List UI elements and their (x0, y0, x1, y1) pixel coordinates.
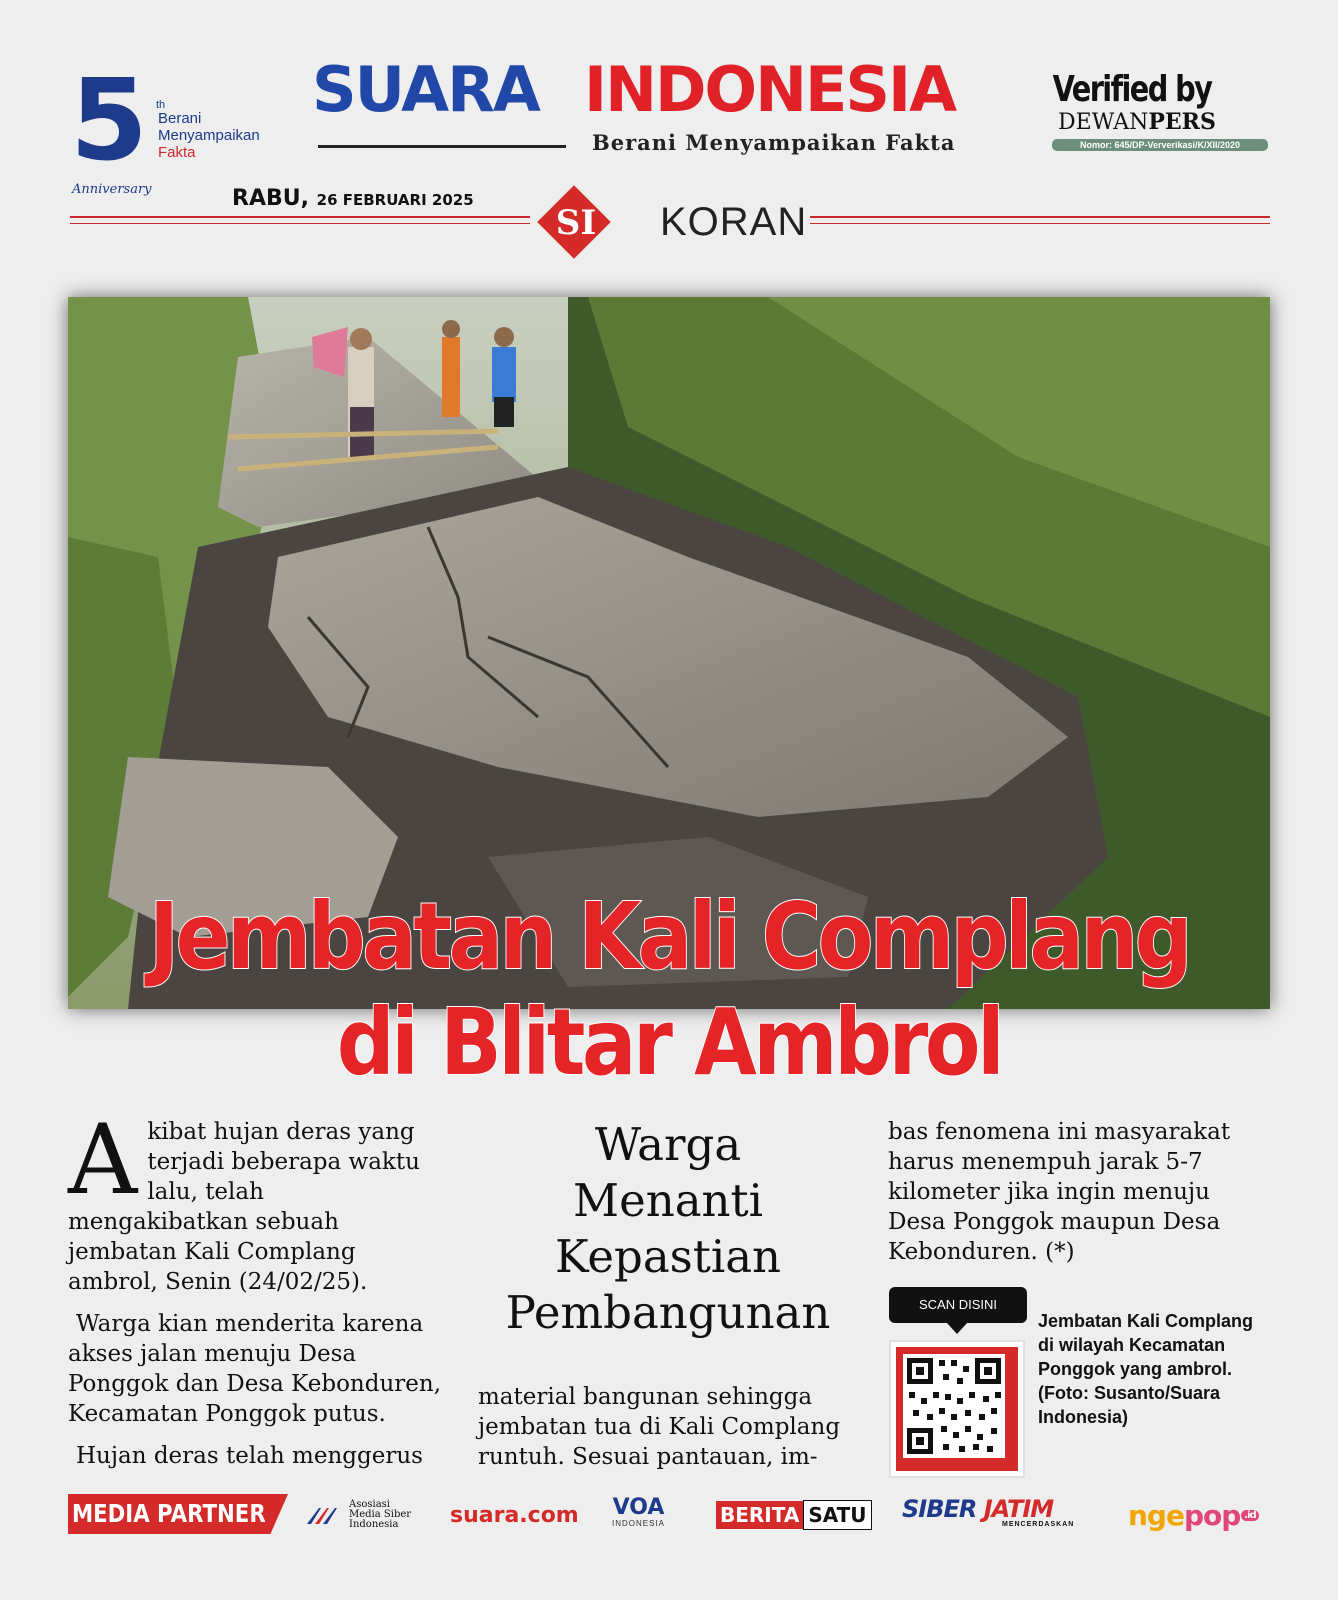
anniversary-tagline-2: Menyampaikan (158, 127, 260, 144)
article-paragraph-4: material bangunan sehingga jembatan tua di Kali Complang runtuh. Sesuai pantauan, im- (478, 1384, 841, 1470)
beritasatu-part-1: BERITA (716, 1501, 803, 1529)
rule-right-thin (810, 223, 1270, 224)
amsi-line-3: Indonesia (349, 1519, 399, 1530)
voa-mark: VOA (612, 1495, 665, 1520)
section-name: KORAN (660, 200, 808, 244)
rule-right (810, 216, 1270, 218)
ngepop-part-1: nge (1128, 1498, 1184, 1532)
anniversary-tagline-1: Berani (158, 110, 202, 127)
si-badge: SI (555, 203, 597, 243)
voa-sub: INDONESIA (612, 1519, 666, 1528)
amsi-line-2: Media Siber (349, 1509, 412, 1520)
headline-line-1: Jembatan Kali Complang (148, 883, 1190, 990)
article-column-2 (478, 1382, 858, 1484)
pull-quote-line-1: Warga (594, 1118, 742, 1171)
verified-number: Nomor: 645/DP-Ververikasi/K/XII/2020 (1052, 139, 1268, 151)
edition-full-date: 26 FEBRUARI 2025 (316, 191, 474, 209)
headline-line-2: di Blitar Ambrol (336, 989, 1002, 1096)
article-column-1 (68, 1104, 448, 1483)
verified-org (1052, 110, 1252, 135)
siberjatim-part-2: JATIM (983, 1495, 1054, 1523)
verified-badge (1052, 70, 1252, 151)
beritasatu-part-2: SATU (803, 1500, 871, 1530)
anniversary-tagline-3: Fakta (158, 144, 196, 161)
siberjatim-mark (902, 1497, 1053, 1521)
rule-left-thin (70, 223, 530, 224)
amsi-text (349, 1500, 411, 1530)
ngepop-part-3: .id (1241, 1510, 1258, 1521)
suara-com-logo: suara.com (450, 1502, 579, 1528)
article-paragraph-2: Warga kian menderita karena akses jalan menuju Desa Ponggok dan Desa Kebonduren, Kecamatan Ponggok putus. (68, 1311, 442, 1427)
pull-quote-line-3: Kepastian (554, 1230, 782, 1283)
ngepop-logo (1128, 1497, 1259, 1533)
headline (0, 884, 1338, 1096)
amsi-line-1: Asosiasi (349, 1499, 390, 1510)
media-partner-label: MEDIA PARTNER (72, 1499, 266, 1528)
amsi-mark-icon (305, 1504, 345, 1526)
anniversary-tagline (158, 110, 288, 161)
anniversary-script: Anniversary (72, 182, 152, 197)
article-column-3 (888, 1117, 1268, 1279)
scan-arrow-icon (946, 1322, 968, 1334)
edition-date (232, 186, 474, 211)
masthead-indonesia: INDONESIA (584, 53, 956, 126)
article-paragraph-1 (68, 1104, 448, 1297)
article-paragraph-1-text: kibat hujan deras yang terjadi beberapa waktu lalu, telah mengakibatkan sebuah jembatan Kali Complang ambrol, Senin (24/02/25). (68, 1119, 420, 1295)
anniversary-suffix: th (156, 99, 166, 111)
masthead-suara: SUARA (312, 53, 539, 126)
voa-logo (612, 1497, 665, 1533)
article-paragraph-3: Hujan deras telah menggerus (76, 1443, 423, 1469)
photo-caption: Jembatan Kali Complang di wilayah Kecamatan Ponggok yang ambrol. (Foto: Susanto/Suara Indonesia) (1038, 1311, 1254, 1427)
qr-code-icon (903, 1354, 1005, 1458)
rule-left (70, 216, 530, 218)
drop-cap: A (68, 1104, 138, 1216)
masthead-tagline: Berani Menyampaikan Fakta (592, 130, 956, 155)
siberjatim-part-1: SIBER (902, 1495, 977, 1523)
article-paragraph-5: bas fenomena ini masyarakat harus menempuh jarak 5-7 kilometer jika ingin menuju Desa Ponggok maupun Desa Kebonduren. (*) (888, 1119, 1231, 1265)
verified-org-1: DEWAN (1058, 110, 1149, 135)
pull-quote-line-4: Pembangunan (505, 1286, 831, 1339)
siberjatim-sub: MENCERDASKAN (1002, 1521, 1075, 1528)
amsi-logo (305, 1497, 411, 1533)
qr-area (903, 1354, 1005, 1458)
anniversary-number: 5 (70, 56, 148, 186)
masthead-divider (318, 145, 566, 148)
qr-code[interactable] (889, 1340, 1025, 1478)
scan-button[interactable]: SCAN DISINI (889, 1287, 1027, 1323)
verified-org-2: PERS (1148, 109, 1216, 135)
pull-quote (478, 1117, 858, 1341)
siberjatim-logo (902, 1497, 1074, 1533)
verified-title: Verified by (1052, 69, 1212, 110)
beritasatu-logo (716, 1497, 872, 1533)
ngepop-part-2: pop (1183, 1498, 1241, 1532)
edition-day: RABU, (232, 186, 309, 211)
pull-quote-line-2: Menanti (573, 1174, 763, 1227)
